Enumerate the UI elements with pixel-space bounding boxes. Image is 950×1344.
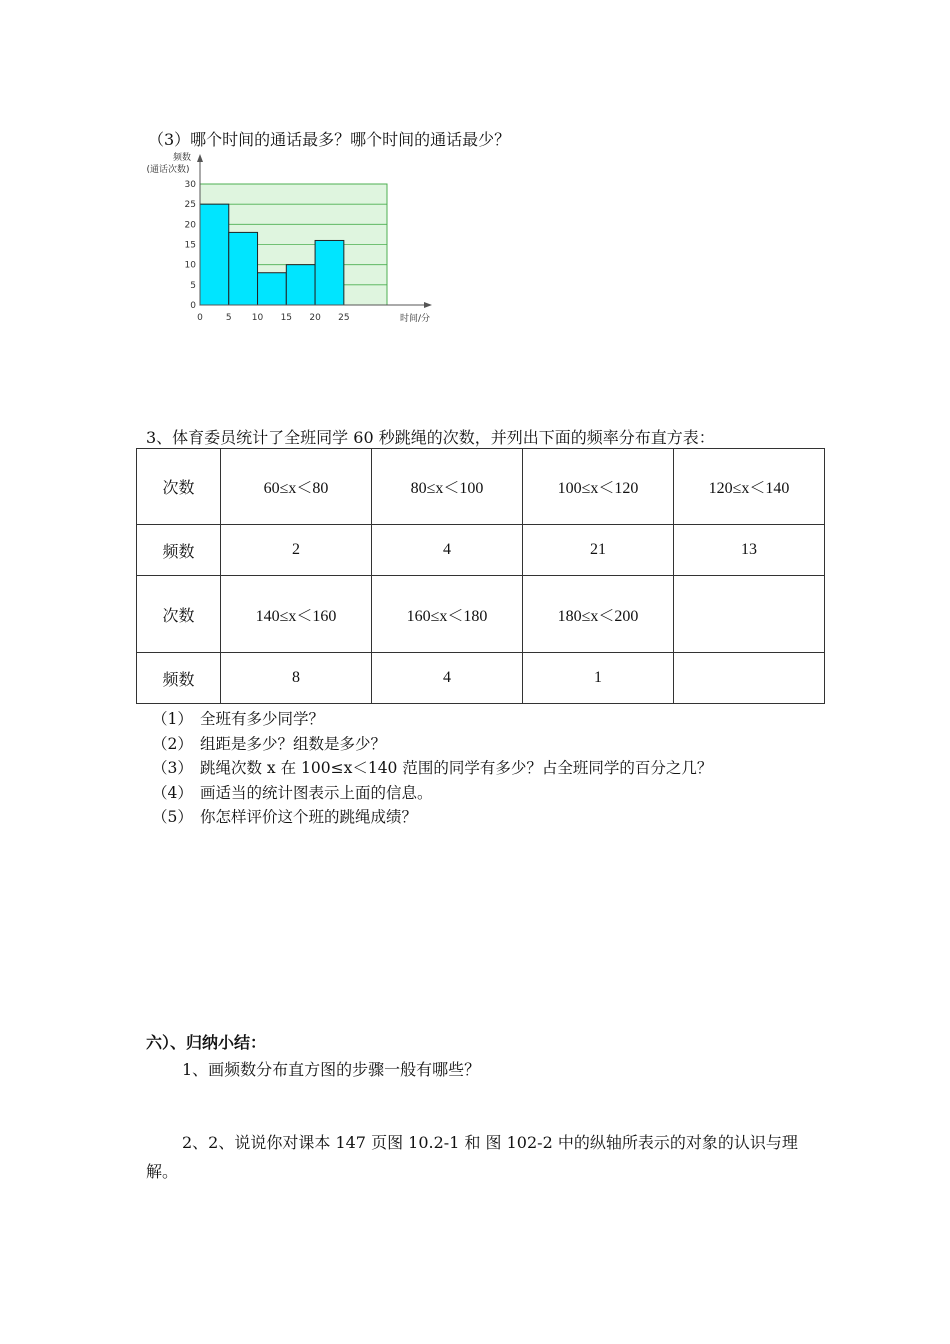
question-number: （2） — [152, 734, 193, 753]
y-tick-label: 30 — [184, 180, 196, 190]
question-3-text: （3）哪个时间的通话最多？哪个时间的通话最少？ — [148, 130, 511, 149]
table-cell: 120≤x＜140 — [674, 449, 825, 525]
y-axis-label: (通话次数) — [146, 165, 190, 175]
table-cell: 21 — [523, 525, 674, 576]
list-item — [152, 756, 712, 781]
problem-3-text: 3、体育委员统计了全班同学 60 秒跳绳的次数，并列出下面的频率分布直方表： — [146, 428, 715, 447]
histogram-bar — [258, 273, 287, 305]
x-axis-arrow — [424, 302, 432, 308]
question-text: 你怎样评价这个班的跳绳成绩？ — [200, 808, 418, 826]
question-number: （1） — [152, 710, 193, 728]
x-axis-label: 时间/分 — [399, 314, 431, 324]
table-row — [137, 576, 825, 653]
frequency-table — [136, 448, 825, 704]
y-tick-label: 10 — [184, 260, 196, 271]
question-text: 跳绳次数 x 在 100≤x＜140 范围的同学有多少？占全班同学的百分之几？ — [200, 759, 713, 777]
histogram-bar — [229, 232, 258, 305]
table-cell: 60≤x＜80 — [221, 449, 372, 525]
table-cell: 频数 — [137, 525, 221, 576]
table-cell: 2 — [221, 525, 372, 576]
x-tick-label: 5 — [225, 313, 232, 323]
question-text: 全班有多少同学？ — [200, 710, 325, 728]
question-text: 组距是多少？组数是多少？ — [200, 734, 387, 753]
x-tick-label: 25 — [338, 313, 350, 323]
histogram-bar — [200, 204, 229, 305]
question-number: （3） — [152, 759, 193, 777]
table-cell: 4 — [372, 525, 523, 576]
question-text: 画适当的统计图表示上面的信息。 — [200, 783, 433, 802]
table-cell: 次数 — [137, 449, 221, 525]
section-6-heading: 六）、归纳小结： — [146, 1033, 267, 1052]
table-cell: 4 — [372, 653, 523, 704]
x-tick-label: 15 — [280, 313, 293, 323]
y-tick-label: 0 — [190, 301, 196, 311]
table-cell: 180≤x＜200 — [523, 576, 674, 653]
y-tick-label: 25 — [184, 200, 196, 211]
histogram-bar — [315, 240, 344, 305]
table-cell: 100≤x＜120 — [523, 449, 674, 525]
table-cell — [674, 576, 825, 653]
x-tick-label: 10 — [251, 313, 264, 323]
table-cell: 80≤x＜100 — [372, 449, 523, 525]
question-number: （5） — [152, 808, 193, 826]
x-tick-label: 0 — [197, 313, 203, 323]
question-number: （4） — [152, 783, 193, 802]
table-cell: 140≤x＜160 — [221, 576, 372, 653]
table-cell: 1 — [523, 653, 674, 704]
list-item — [152, 732, 712, 757]
table-cell: 13 — [674, 525, 825, 576]
list-item — [152, 781, 712, 806]
y-tick-label: 15 — [184, 240, 196, 251]
summary-question-1: 1、画频数分布直方图的步骤一般有哪些？ — [182, 1060, 481, 1079]
table-cell: 160≤x＜180 — [372, 576, 523, 653]
y-axis-label: 频数 — [172, 153, 192, 163]
question-list — [152, 707, 712, 830]
table-cell: 8 — [221, 653, 372, 704]
table-row — [137, 653, 825, 704]
summary-question-2: 2、2、说说你对课本 147 页图 10.2-1 和 图 102-2 中的纵轴所表示的对象的认识与理解。 — [146, 1133, 798, 1181]
table-row — [137, 525, 825, 576]
y-axis-arrow — [197, 154, 203, 162]
y-tick-label: 5 — [190, 280, 196, 291]
table-row — [137, 449, 825, 525]
y-tick-label: 20 — [184, 220, 196, 231]
histogram-bar — [286, 265, 315, 305]
histogram-chart — [140, 148, 450, 328]
list-item — [152, 805, 712, 830]
x-tick-label: 20 — [309, 313, 321, 323]
list-item — [152, 707, 712, 732]
table-cell: 次数 — [137, 576, 221, 653]
table-cell: 频数 — [137, 653, 221, 704]
table-cell — [674, 653, 825, 704]
